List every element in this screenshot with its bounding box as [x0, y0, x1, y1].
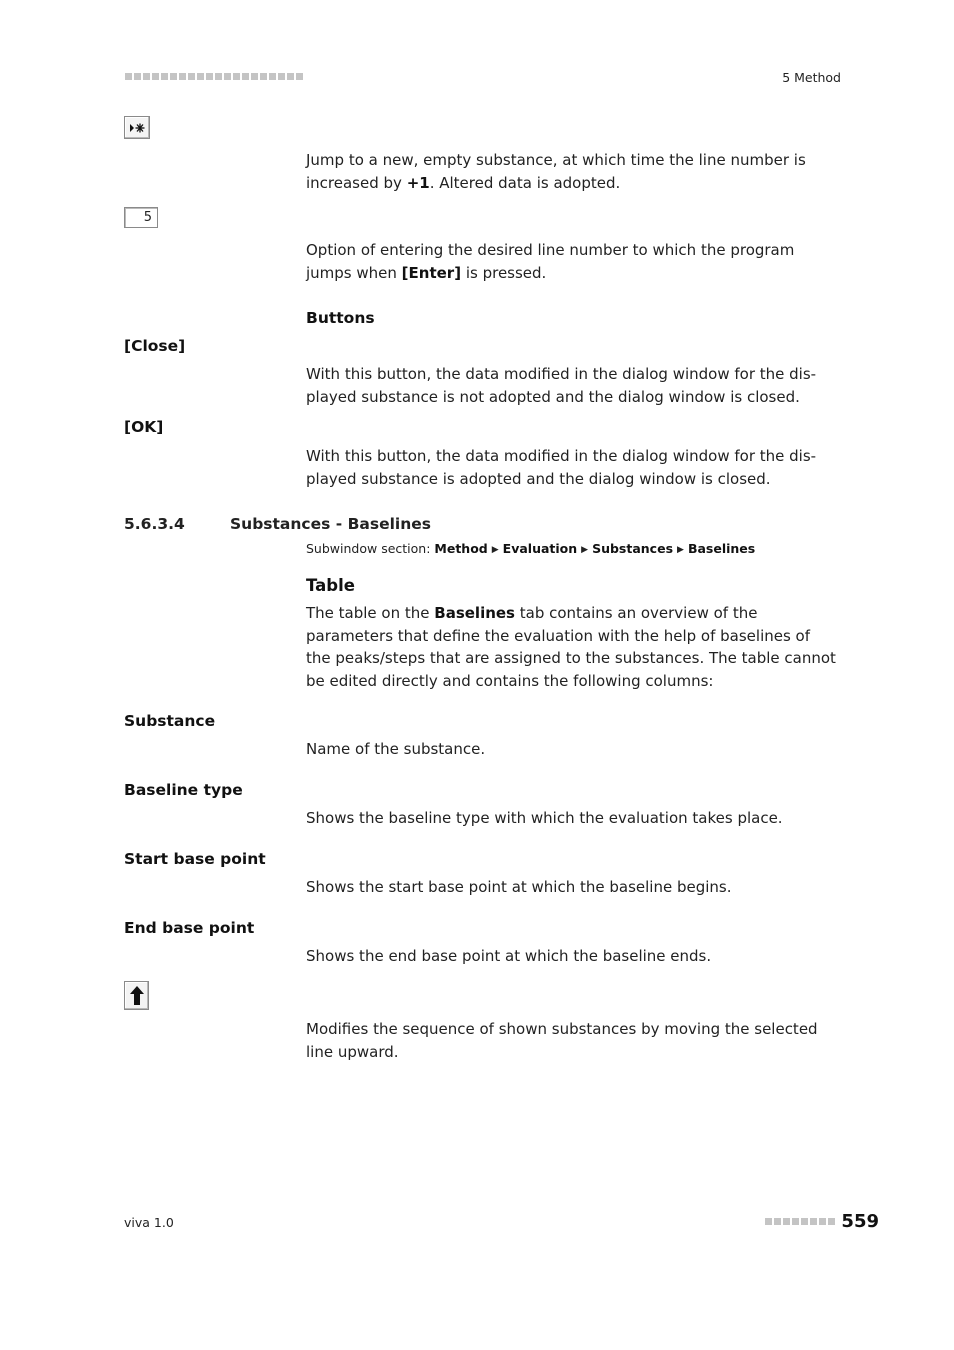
- column-term-substance: Substance: [124, 712, 216, 730]
- path-arrow-icon: ▶: [581, 545, 589, 555]
- line-number-description: Option of entering the desired line number to which the program jumps when [Enter] is pressed.: [306, 241, 795, 282]
- page-number: 559: [841, 1211, 879, 1232]
- path-arrow-icon: ▶: [491, 545, 499, 555]
- move-up-arrow-icon: [124, 981, 149, 1010]
- column-term-end-base-point: End base point: [124, 919, 255, 937]
- path-arrow-icon: ▶: [677, 545, 684, 555]
- buttons-heading: Buttons: [306, 309, 375, 327]
- column-description-end-base-point: Shows the end base point at which the baseline ends.: [306, 947, 712, 965]
- section-number: 5.6.3.4: [124, 515, 185, 533]
- path-item-evaluation: Evaluation: [502, 541, 578, 556]
- table-intro: The table on the Baselines tab contains an overview of the parameters that define the evaluation with the help of baselines of the peaks/steps that are assigned to the substances. The table cannot be edited directly and contains the following columns:: [306, 604, 836, 690]
- new-substance-icon: [124, 116, 150, 139]
- table-heading: Table: [306, 576, 355, 595]
- path-item-baselines: Baselines: [687, 541, 756, 556]
- page-footer: [765, 1211, 879, 1232]
- header-decoration: [125, 73, 303, 80]
- chapter-title: 5 Method: [782, 70, 841, 85]
- ok-button-description: With this button, the data modified in the dialog window for the dis-played substance is adopted and the dialog window is closed.: [306, 447, 817, 488]
- ok-button-term: [OK]: [124, 418, 164, 436]
- close-button-term: [Close]: [124, 337, 186, 355]
- column-description-substance: Name of the substance.: [306, 740, 486, 758]
- column-description-start-base-point: Shows the start base point at which the baseline begins.: [306, 878, 732, 896]
- subwindow-label: Subwindow section:: [306, 541, 435, 556]
- column-term-baseline-type: Baseline type: [124, 781, 243, 799]
- product-version: viva 1.0: [124, 1215, 174, 1230]
- path-item-substances: Substances: [592, 541, 674, 556]
- line-number-field: 5: [124, 207, 158, 228]
- column-description-baseline-type: Shows the baseline type with which the evaluation takes place.: [306, 809, 783, 827]
- section-title: Substances - Baselines: [230, 515, 431, 533]
- subwindow-path: [306, 541, 755, 556]
- close-button-description: With this button, the data modified in the dialog window for the dis-played substance is not adopted and the dialog window is closed.: [306, 365, 817, 406]
- new-substance-description: Jump to a new, empty substance, at which time the line number is increased by +1. Altered data is adopted.: [306, 151, 806, 192]
- footer-decoration: [765, 1218, 835, 1225]
- path-item-method: Method: [434, 541, 488, 556]
- column-term-start-base-point: Start base point: [124, 850, 266, 868]
- move-up-description: Modifies the sequence of shown substances by moving the selected line upward.: [306, 1020, 818, 1061]
